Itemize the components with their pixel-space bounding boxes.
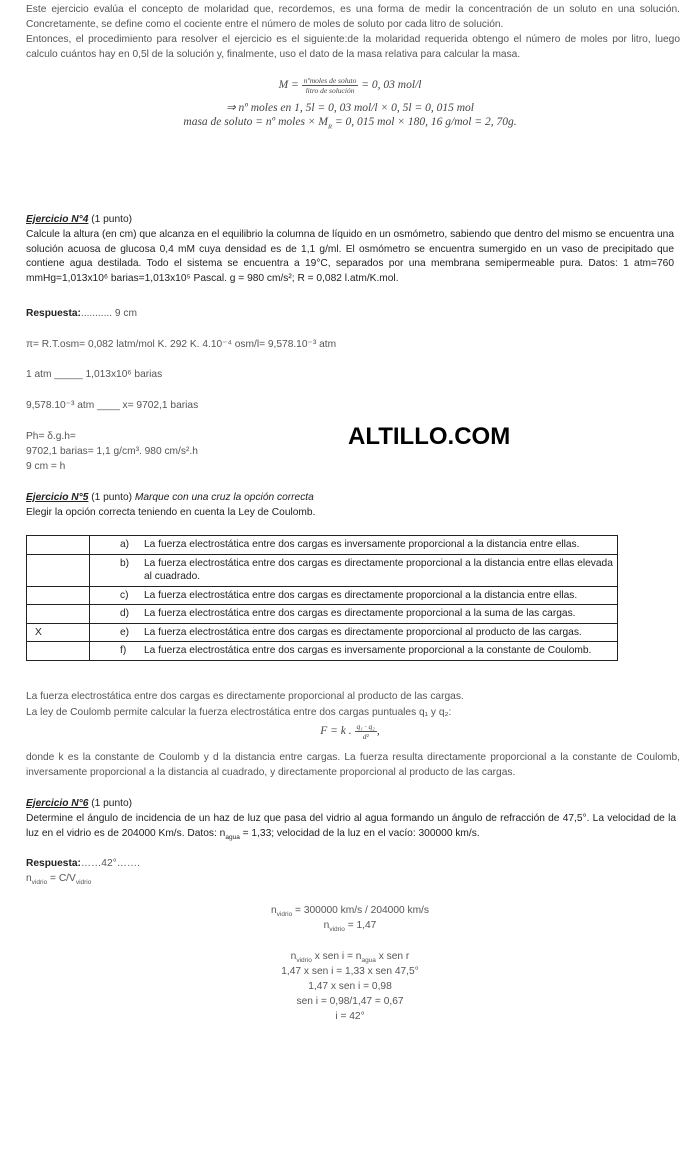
ex5-explanation-3: donde k es la constante de Coulomb y d la distancia entre cargas. La fuerza resulta directamente proporcional a la constante de Coulomb, inversamente proporcional a la distancia al cuadrado, y directamente proporcional al producto de las cargas. xyxy=(26,752,680,778)
ex4-step-result: 9 cm = h xyxy=(26,461,66,472)
molarity-equation: M = $\frac{\text{nºmoles de soluto}}{\text{litro de solución}}$ = 0, 03 mol/l xyxy=(278,76,422,95)
option-row xyxy=(27,536,618,555)
option-letter: c) xyxy=(90,586,139,605)
exercise-4-statement: Calcule la altura (en cm) que alcanza en el equilibrio la columna de líquido en un osmómetro, sabiendo que dentro del mismo se encuentra una solución acuosa de glucosa 0,4 mM cuya densidad es de 1,1 g/ml. El osmómetro se encuentra sumergido en un vaso de precipitado que contiene agua destilada. Todo el sistema se encuentra a 19°C, separados por una membrana semipermeable pura. Datos: 1 atm=760 mmHg=1,013x10⁶ barias=1,013x10⁵ Pascal. g = 980 cm/s²; R = 0,082 l.atm/K.mol. xyxy=(26,229,674,284)
option-row xyxy=(27,586,618,605)
option-letter: e) xyxy=(90,623,139,642)
option-text: La fuerza electrostática entre dos cargas es inversamente proporcional a la constante de Coulomb. xyxy=(138,642,618,661)
refractive-index-definition: $n_{vidrio} = C/V_{vidrio}$ xyxy=(26,873,92,887)
ex6-snell-simplified: 1,47 x sen i = 0,98 xyxy=(308,981,392,992)
intro-paragraph-1: Este ejercicio evalúa el concepto de molaridad que, recordemos, es una forma de medir la concentración de un soluto en una solución. Concretamente, se define como el cociente entre el número de moles de soluto por cada litro de solución. xyxy=(26,4,680,30)
exercise-5-statement: Elegir la opción correcta teniendo en cuenta la Ley de Coulomb. xyxy=(26,507,316,518)
ex6-angle-result: i = 42° xyxy=(335,1011,365,1022)
option-letter: a) xyxy=(90,536,139,555)
ex6-snell-substituted: 1,47 x sen i = 1,33 x sen 47,5° xyxy=(281,966,419,977)
intro-paragraph-2: Entonces, el procedimiento para resolver el ejercicio es el siguiente:de la molaridad requerida obtengo el número de moles por litro, luego calculo cuántos hay en 0,5l de la solución y, finalmente, uso el dato de la masa relativa para calcular la masa. xyxy=(26,34,680,60)
exercise-6-answer: Respuesta:……42°……. xyxy=(26,858,140,869)
exercise-6-statement: Determine el ángulo de incidencia de un haz de luz que pasa del vidrio al agua formando un ángulo de refracción de 47,5°. La velocidad de la luz en el vidrio es de 204000 Km/s. Datos: $n_{agua} = 1,33$; velocidad de la luz en el vacío: 300000 km/s. xyxy=(26,813,676,841)
exercise-4-answer: Respuesta:........... 9 cm xyxy=(26,308,137,319)
ex5-explanation-1: La fuerza electrostática entre dos cargas es directamente proporcional al producto de las cargas. xyxy=(26,691,464,702)
ex6-calc-index-result: $n_{vidrio} = 1,47$ xyxy=(323,920,377,934)
ex4-step-conversion: 1 atm _____ 1,013x10⁶ barias xyxy=(26,369,163,380)
exercise-5-heading: Ejercicio N°5 (1 punto) Marque con una cruz la opción correcta xyxy=(26,492,314,503)
molarity-fraction: $\frac{\text{nºmoles de soluto}}{\text{litro de solución}}$ xyxy=(303,76,357,95)
coulomb-formula: F = k . $\frac{\text{q₁ · q₂}}{\text{d²}}$ , xyxy=(320,722,380,741)
ex4-step-barias: 9,578.10⁻³ atm ____ x= 9702,1 barias xyxy=(26,400,199,411)
ex5-explanation-2: La ley de Coulomb permite calcular la fuerza electrostática entre dos cargas puntuales q₁ y q₂: xyxy=(26,707,452,718)
ex4-step-equation: 9702,1 barias= 1,1 g/cm³. 980 cm/s².h xyxy=(26,446,198,457)
options-table xyxy=(26,535,618,661)
option-text: La fuerza electrostática entre dos cargas es directamente proporcional a la suma de las cargas. xyxy=(138,605,618,624)
coulomb-fraction: $\frac{\text{q₁ · q₂}}{\text{d²}}$ xyxy=(356,722,375,741)
option-text: La fuerza electrostática entre dos cargas es directamente proporcional a la distancia entre ellas. xyxy=(138,586,618,605)
exercise-6-heading: Ejercicio N°6 (1 punto) xyxy=(26,798,133,809)
ex4-step-pressure: Ph= δ.g.h= xyxy=(26,431,76,442)
option-text: La fuerza electrostática entre dos cargas es directamente proporcional al producto de las cargas. xyxy=(138,623,618,642)
moles-equation: ⇒ nº moles en 1, 5l = 0, 03 mol/l × 0, 5l = 0, 015 mol xyxy=(226,102,474,114)
ex6-calc-index: $n_{vidrio} = 300000$ km/s / 204000 km/s xyxy=(271,905,429,919)
option-row xyxy=(27,642,618,661)
option-mark-cell[interactable] xyxy=(27,536,90,555)
option-mark-cell[interactable] xyxy=(27,554,90,586)
option-text: La fuerza electrostática entre dos cargas es directamente proporcional a la distancia entre ellas elevada al cuadrado. xyxy=(138,554,618,586)
option-letter: f) xyxy=(90,642,139,661)
option-letter: d) xyxy=(90,605,139,624)
option-row xyxy=(27,554,618,586)
watermark-logo: ALTILLO.COM xyxy=(348,423,511,450)
option-letter: b) xyxy=(90,554,139,586)
option-mark-cell[interactable]: X xyxy=(27,623,90,642)
ex4-step-osmotic: π= R.T.osm= 0,082 latm/mol K. 292 K. 4.10⁻⁴ osm/l= 9,578.10⁻³ atm xyxy=(26,339,337,350)
option-mark-cell[interactable] xyxy=(27,642,90,661)
option-mark-cell[interactable] xyxy=(27,586,90,605)
option-row xyxy=(27,623,618,642)
exercise-4-heading: Ejercicio N°4 (1 punto) xyxy=(26,214,133,225)
ex6-sin-result: sen i = 0,98/1,47 = 0,67 xyxy=(296,996,404,1007)
mass-equation: masa de soluto = nº moles × $M_R = 0$, 015 mol × 180, 16 g/mol = 2, 70g. xyxy=(183,116,517,131)
ex6-snell-law: $n_{vidrio}$ x sen $i = n_{agua}$ x sen r xyxy=(290,951,410,965)
option-mark-cell[interactable] xyxy=(27,605,90,624)
option-text: La fuerza electrostática entre dos cargas es inversamente proporcional a la distancia entre ellas. xyxy=(138,536,618,555)
option-row xyxy=(27,605,618,624)
